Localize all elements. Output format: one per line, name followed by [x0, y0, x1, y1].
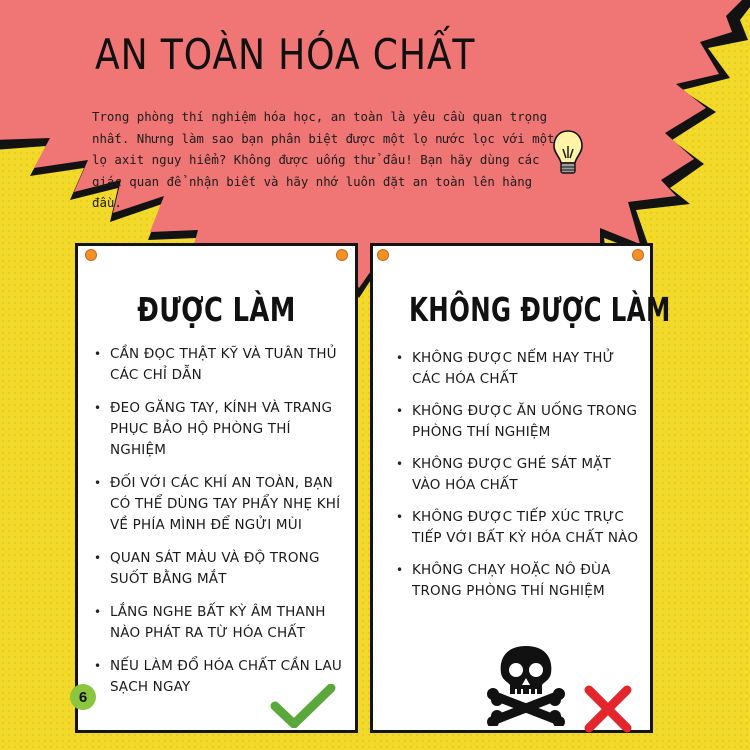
pin-icon	[336, 249, 348, 261]
dont-heading: KHÔNG ĐƯỢC LÀM	[409, 290, 671, 329]
do-list	[92, 344, 347, 710]
list-item: • NẾU LÀM ĐỔ HÓA CHẤT CẦN LAU SẠCH NGAY	[92, 656, 347, 698]
pin-icon	[377, 249, 389, 261]
do-heading: ĐƯỢC LÀM	[137, 290, 296, 329]
page-title: AN TOÀN HÓA CHẤT	[95, 30, 476, 79]
do-card	[75, 243, 358, 733]
list-item: • KHÔNG ĐƯỢC GHÉ SÁT MẶT VÀO HÓA CHẤT	[394, 454, 644, 496]
list-item: • KHÔNG ĐƯỢC NẾM HAY THỬ CÁC HÓA CHẤT	[394, 348, 644, 390]
checkmark-icon	[270, 684, 336, 728]
page-number-badge: 6	[70, 684, 96, 710]
list-item: • KHÔNG ĐƯỢC ĂN UỐNG TRONG PHÒNG THÍ NGHIỆM	[394, 401, 644, 443]
list-item: • KHÔNG CHẠY HOẶC NÔ ĐÙA TRONG PHÒNG THÍ NGHIỆM	[394, 560, 644, 602]
list-item: • QUAN SÁT MÀU VÀ ĐỘ TRONG SUỐT BẰNG MẮT	[92, 548, 347, 590]
list-item: • ĐỐI VỚI CÁC KHÍ AN TOÀN, BẠN CÓ THỂ DÙNG TAY PHẨY NHẸ KHÍ VỀ PHÍA MÌNH ĐỂ NGỬI MÙI	[92, 473, 347, 536]
intro-paragraph: Trong phòng thí nghiệm hóa học, an toàn là yêu cầu quan trọng nhất. Nhưng làm sao bạn phân biệt được một lọ nước lọc với một lọ axit nguy hiểm? Không được uống thử đâu! Bạn hãy dùng các giác quan để nhận biết và hãy nhớ luôn đặt an toàn lên hàng đầu.	[92, 109, 555, 210]
pin-icon	[632, 249, 644, 261]
lightbulb-icon	[551, 128, 585, 184]
cross-icon	[583, 684, 633, 734]
dont-card	[370, 243, 671, 733]
dont-list	[394, 348, 644, 613]
pin-icon	[85, 249, 97, 261]
list-item: • ĐEO GĂNG TAY, KÍNH VÀ TRANG PHỤC BẢO HỘ PHÒNG THÍ NGHIỆM	[92, 398, 347, 461]
list-item: • KHÔNG ĐƯỢC TIẾP XÚC TRỰC TIẾP VỚI BẤT KỲ HÓA CHẤT NÀO	[394, 507, 644, 549]
list-item: • CẦN ĐỌC THẬT KỸ VÀ TUÂN THỦ CÁC CHỈ DẪN	[92, 344, 347, 386]
skull-crossbones-icon	[485, 644, 567, 726]
list-item: • LẮNG NGHE BẤT KỲ ÂM THANH NÀO PHÁT RA TỪ HÓA CHẤT	[92, 602, 347, 644]
